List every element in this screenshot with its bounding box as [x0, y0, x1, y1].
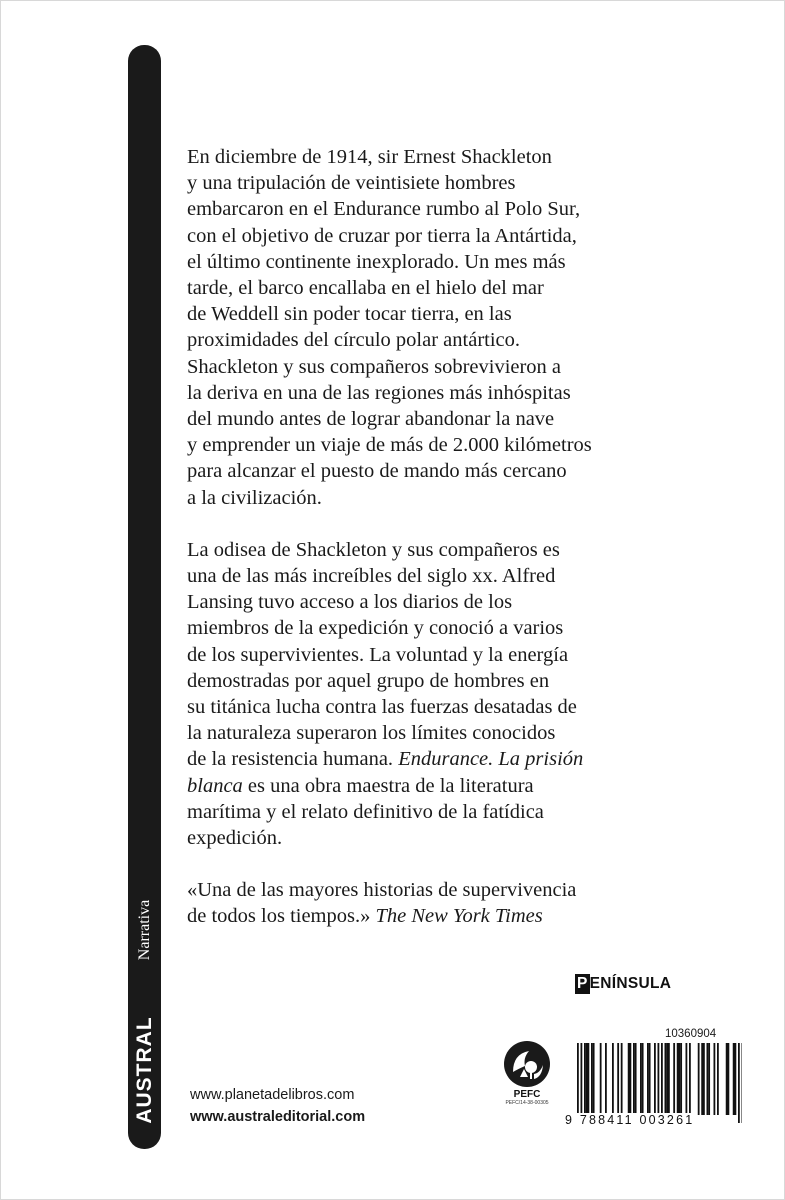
barcode-bar: [728, 1043, 730, 1115]
barcode-bar: [612, 1043, 614, 1115]
blurb-line: con el objetivo de cruzar por tierra la Antártida,: [187, 224, 577, 247]
barcode-bar: [658, 1043, 660, 1123]
blurb-line: expedición.: [187, 827, 283, 850]
barcode-bar: [714, 1043, 716, 1115]
barcode-bar: [593, 1043, 595, 1115]
blurb-line: miembros de la expedición y conoció a varios: [187, 617, 564, 640]
blurb-line: la deriva en una de las regiones más inhóspitas: [187, 381, 571, 404]
barcode-bar: [628, 1043, 630, 1115]
barcode-bar: [738, 1043, 740, 1123]
book-title-italic: blanca: [187, 774, 243, 797]
barcode-bar: [742, 1043, 743, 1123]
pefc-tree-icon: [504, 1041, 550, 1087]
quote-text: de todos los tiempos.»: [187, 905, 376, 928]
barcode-bar: [630, 1043, 632, 1115]
barcode-bar: [661, 1043, 663, 1123]
publisher-logo-mark: P: [577, 975, 588, 992]
blurb-line: el último continente inexplorado. Un mes más: [187, 250, 566, 273]
isbn-number: [565, 1113, 745, 1127]
publisher-logo: [575, 973, 671, 995]
barcode-bar: [591, 1043, 593, 1115]
blurb-line: una de las más increíbles del siglo xx. Alfred: [187, 565, 556, 588]
blurb-line: y emprender un viaje de más de 2.000 kilómetros: [187, 434, 592, 457]
barcode-bar: [621, 1043, 623, 1115]
barcode-bar: [726, 1043, 728, 1115]
blurb-line: del mundo antes de lograr abandonar la nave: [187, 408, 555, 431]
pefc-code: PEFC/14-38-00305: [505, 1100, 549, 1106]
barcode-bar: [633, 1043, 635, 1115]
barcode-bar: [703, 1043, 705, 1115]
barcode-bar: [717, 1043, 719, 1115]
barcode-bar: [617, 1043, 619, 1115]
blurb-line: embarcaron en el Endurance rumbo al Polo Sur,: [187, 198, 581, 221]
barcode-bar: [649, 1043, 651, 1115]
barcode-bar: [686, 1043, 688, 1115]
blurb-line: de los supervivientes. La voluntad y la energía: [187, 643, 569, 666]
barcode-bar: [677, 1043, 679, 1115]
blurb-line: [187, 746, 727, 772]
barcode-bar: [673, 1043, 675, 1115]
barcode-bar: [600, 1043, 602, 1115]
barcode-bar: [654, 1043, 656, 1115]
blurb-line: a la civilización.: [187, 486, 322, 509]
blurb-text: [187, 144, 727, 930]
blurb-line: Shackleton y sus compañeros sobrevivieron a: [187, 355, 562, 378]
blurb-line: proximidades del círculo polar antártico.: [187, 329, 521, 352]
publisher-logo-text: ENÍNSULA: [589, 975, 672, 992]
book-title-italic: Endurance. La prisión: [398, 748, 584, 771]
blurb-line: La odisea de Shackleton y sus compañeros es: [187, 538, 560, 561]
pefc-name: PEFC: [513, 1089, 541, 1100]
collection-label: AUSTRAL: [133, 1016, 156, 1124]
blurb-line: y una tripulación de veintisiete hombres: [187, 172, 516, 195]
blurb-line: su titánica lucha contra las fuerzas desatadas de: [187, 696, 577, 719]
blurb-paragraph-1: [187, 144, 727, 511]
blurb-text-segment: de la resistencia humana.: [187, 748, 399, 771]
barcode-bar: [577, 1043, 579, 1123]
blurb-line: Lansing tuvo acceso a los diarios de los: [187, 591, 513, 614]
barcode-bar: [642, 1043, 644, 1115]
barcode-bar: [689, 1043, 691, 1115]
barcode-bar: [680, 1043, 682, 1115]
barcode-bar: [635, 1043, 637, 1115]
barcode-bar: [733, 1043, 735, 1115]
barcode-bar: [668, 1043, 670, 1115]
pefc-certification: [500, 1041, 554, 1106]
barcode-bar: [707, 1043, 709, 1115]
blurb-line: [187, 773, 727, 799]
blurb-line: de Weddell sin poder tocar tierra, en las: [187, 303, 512, 326]
blurb-line: tarde, el barco encallaba en el hielo del mar: [187, 277, 544, 300]
barcode-bar: [586, 1043, 588, 1115]
blurb-text-segment: es una obra maestra de la literatura: [242, 774, 534, 797]
publisher-urls: [190, 1084, 365, 1128]
barcode-bar: [581, 1043, 583, 1123]
blurb-line: marítima y el relato definitivo de la fatídica: [187, 800, 544, 823]
genre-label: Narrativa: [136, 899, 153, 961]
blurb-line: demostradas por aquel grupo de hombres en: [187, 669, 550, 692]
barcode-bar: [584, 1043, 586, 1115]
quote-line: «Una de las mayores historias de supervivencia: [187, 879, 577, 902]
url-planetadelibros[interactable]: www.planetadelibros.com: [190, 1087, 355, 1103]
barcode-bar: [701, 1043, 703, 1115]
barcode-bar: [698, 1043, 700, 1115]
spine-bar: [128, 45, 161, 1149]
barcode-bar: [679, 1043, 681, 1115]
blurb-quote: [187, 877, 727, 929]
blurb-paragraph-2: [187, 537, 727, 851]
barcode-bar: [735, 1043, 737, 1115]
url-australeditorial[interactable]: www.australeditorial.com: [190, 1109, 366, 1125]
blurb-line: la naturaleza superaron los límites conocidos: [187, 722, 556, 745]
isbn-digits-text: 9 788411 003261: [565, 1113, 695, 1127]
barcode-bar: [665, 1043, 667, 1115]
barcode-bar: [647, 1043, 649, 1115]
quote-source: The New York Times: [375, 905, 543, 928]
barcode-bar: [708, 1043, 710, 1115]
barcode-bar: [640, 1043, 642, 1115]
quote-line: [187, 903, 727, 929]
barcode-bar: [666, 1043, 668, 1115]
blurb-line: para alcanzar el puesto de mando más cercano: [187, 460, 567, 483]
barcode-bar: [588, 1043, 590, 1115]
internal-code: 10360904: [665, 1028, 717, 1040]
blurb-line: En diciembre de 1914, sir Ernest Shackleton: [187, 146, 552, 168]
barcode-bar: [605, 1043, 607, 1115]
